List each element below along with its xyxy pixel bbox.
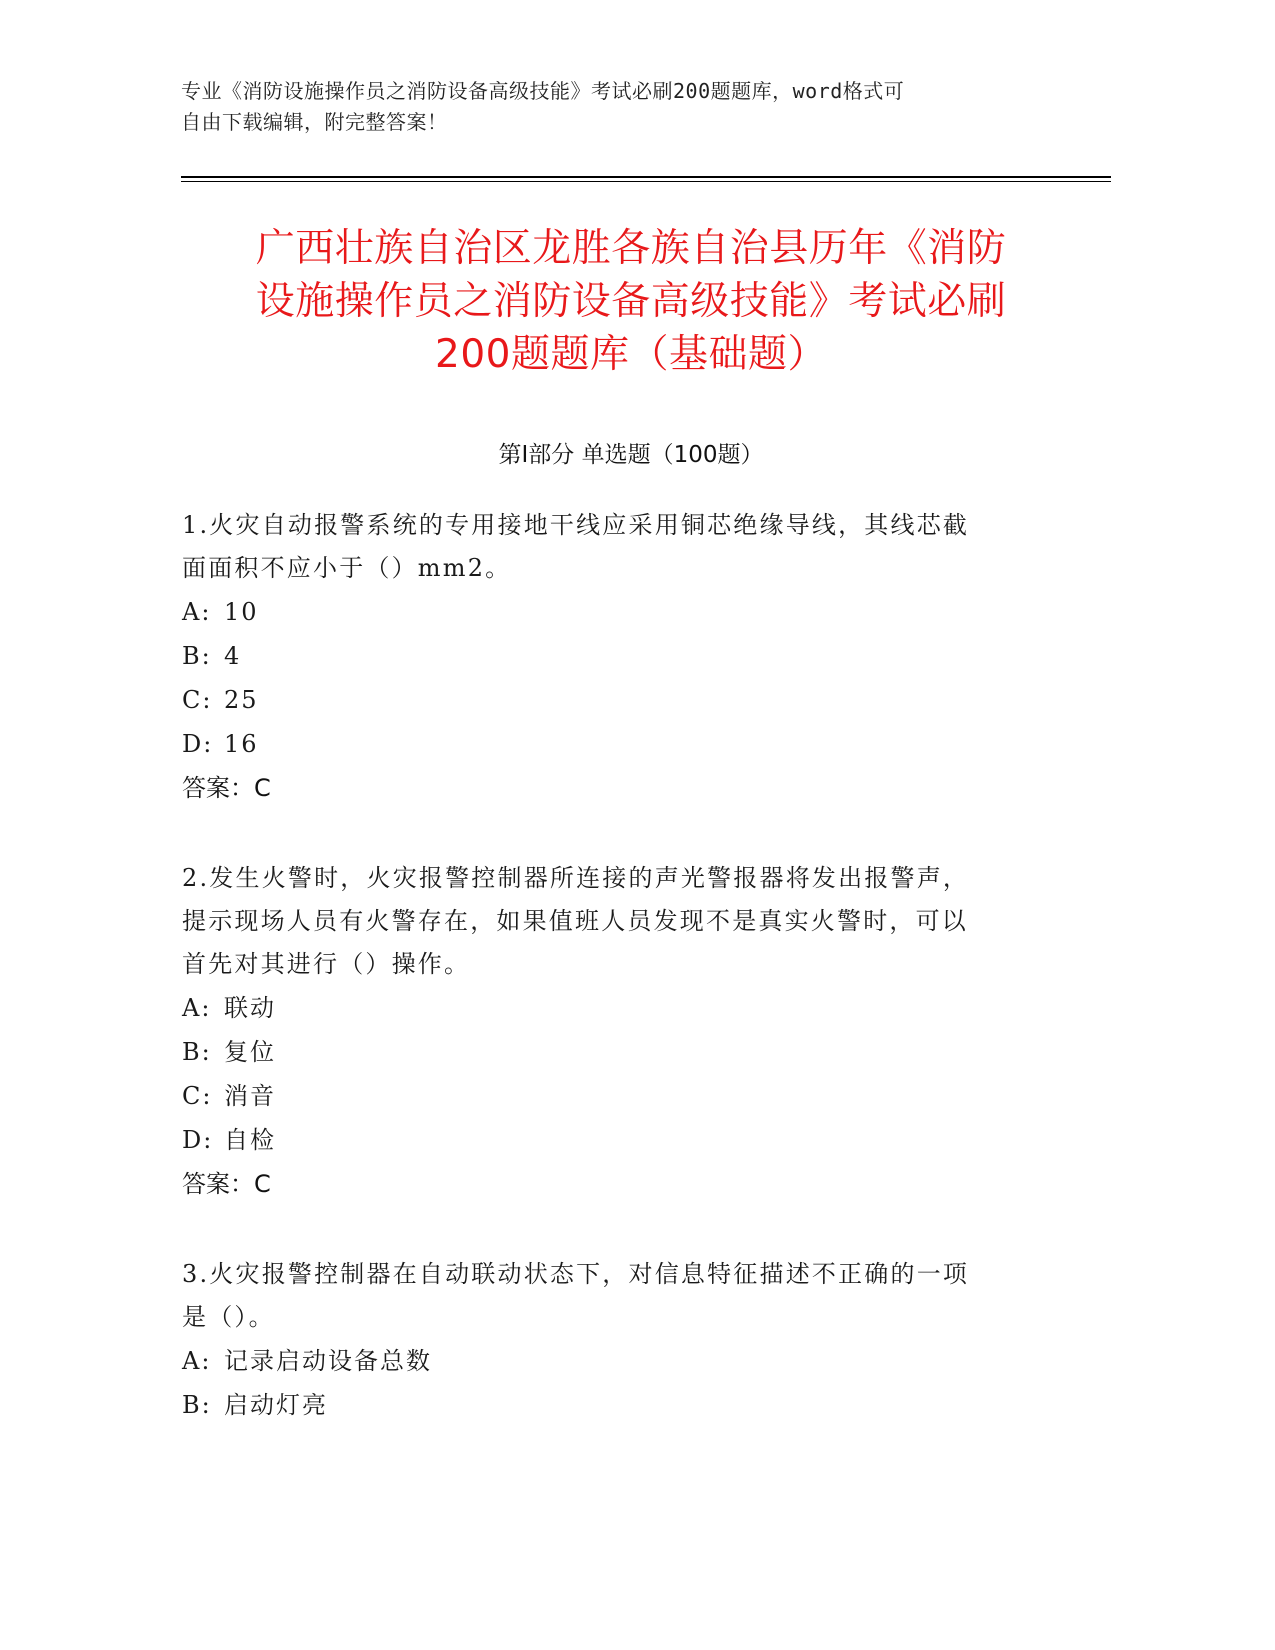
option-letter: B: [182,1038,212,1066]
header-note-line: 自由下载编辑，附完整答案！ [181,110,448,134]
option-letter: D: [182,1126,214,1154]
question-stem [182,857,1042,986]
option-letter: A: [182,994,212,1022]
title-line: 广西壮族自治区龙胜各族自治县历年《消防 [255,226,1007,271]
question-stem-line: 1.火灾自动报警系统的专用接地干线应采用铜芯绝缘导线，其线芯截 [182,511,970,539]
option-c [182,678,1042,722]
option-text: 自检 [224,1126,276,1154]
question-stem-line: 首先对其进行（）操作。 [182,950,471,978]
option-d [182,722,1042,766]
header-note [181,76,1061,138]
option-text: 复位 [224,1038,276,1066]
option-letter: A: [182,1347,212,1375]
header-note-line: 专业《消防设施操作员之消防设备高级技能》考试必刷200题题库，word格式可 [181,79,905,103]
option-b [182,1383,1042,1427]
option-text: 16 [224,730,259,758]
title-line: 200题题库（基础题） [435,332,827,377]
question-stem-line: 2.发生火警时，火灾报警控制器所连接的声光警报器将发出报警声， [182,864,970,892]
title-line: 设施操作员之消防设备高级技能》考试必刷 [255,279,1007,324]
header-divider-thick [181,176,1111,178]
option-a [182,590,1042,634]
question-stem-line: 是（）。 [182,1303,275,1331]
document-title [181,222,1081,381]
option-b [182,1030,1042,1074]
option-text: 联动 [224,994,276,1022]
option-d [182,1118,1042,1162]
header-divider-thin [181,181,1111,182]
question-stem [182,1253,1042,1339]
option-letter: A: [182,598,212,626]
option-text: 25 [224,686,259,714]
question-item [182,504,1042,810]
answer-line: 答案：C [182,1170,271,1198]
question-stem [182,504,1042,590]
option-letter: C: [182,1082,213,1110]
option-a [182,986,1042,1030]
option-text: 记录启动设备总数 [224,1347,432,1375]
option-a [182,1339,1042,1383]
option-b [182,634,1042,678]
question-stem-line: 面面积不应小于（）mm2。 [182,554,512,582]
question-stem-line: 提示现场人员有火警存在，如果值班人员发现不是真实火警时，可以 [182,907,968,935]
option-c [182,1074,1042,1118]
option-text: 启动灯亮 [224,1391,328,1419]
section-heading: 第I部分 单选题（100题） [498,442,764,468]
option-text: 4 [224,642,242,670]
option-letter: B: [182,1391,212,1419]
option-text: 消音 [224,1082,276,1110]
question-item [182,857,1042,1206]
question-stem-line: 3.火灾报警控制器在自动联动状态下，对信息特征描述不正确的一项 [182,1260,970,1288]
answer-line: 答案：C [182,774,271,802]
question-list [182,504,1042,1474]
option-letter: B: [182,642,212,670]
option-letter: D: [182,730,214,758]
option-letter: C: [182,686,213,714]
option-text: 10 [224,598,259,626]
question-item [182,1253,1042,1427]
